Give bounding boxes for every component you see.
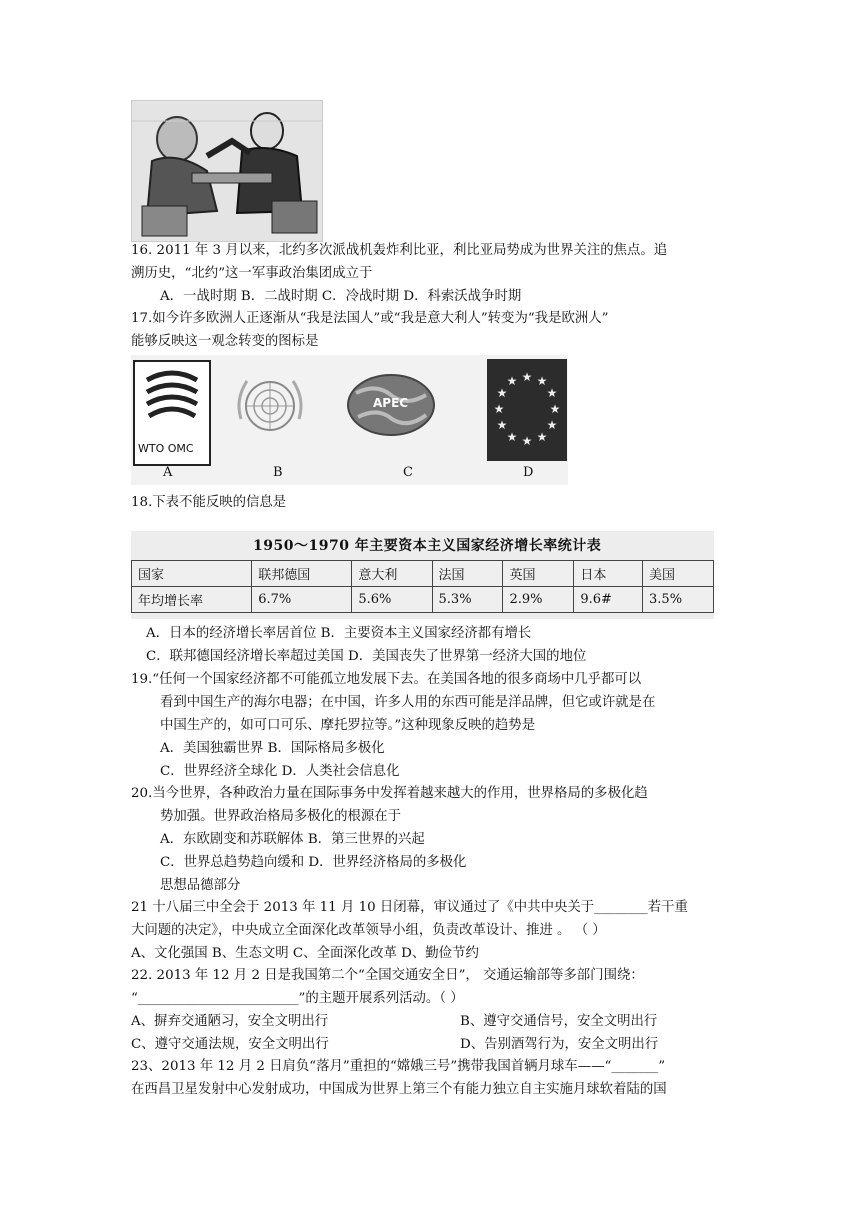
q19-stem-line3: 中国生产的，如可口可乐、摩托罗拉等。”这种现象反映的趋势是 (160, 718, 536, 733)
eu-flag-logo (487, 359, 567, 461)
q16-options: A．一战时期 B．二战时期 C．冷战时期 D．科索沃战争时期 (160, 289, 522, 304)
table-cell: 6.7% (252, 587, 352, 613)
q20-options-line1: A．东欧剧变和苏联解体 B．第三世界的兴起 (160, 832, 425, 847)
table-cell: 国家 (132, 561, 252, 587)
q22-option-a: A、摒弃交通陋习，安全文明出行 (131, 1014, 329, 1029)
svg-text:★: ★ (536, 374, 548, 388)
apec-logo (346, 373, 436, 437)
q20-stem-line2: 势加强。世界政治格局多极化的根源在于 (160, 809, 402, 824)
table-cell: 联邦德国 (252, 561, 352, 587)
q22-stem-line1: 22. 2013 年 12 月 2 日是我国第二个“全国交通安全日”， 交通运输部等多部门围绕： (131, 968, 644, 983)
table-header-row (132, 561, 714, 587)
q22-option-d: D、告别酒驾行为，安全文明出行 (460, 1037, 659, 1052)
cartoon-image (131, 100, 323, 242)
svg-text:★: ★ (493, 402, 505, 416)
svg-text:★: ★ (496, 386, 508, 400)
svg-text:★: ★ (521, 370, 533, 384)
table-title: 1950～1970 年主要资本主义国家经济增长率统计表 (253, 538, 602, 554)
q17-stem-line1: 17.如今许多欧洲人正逐渐从“我是法国人”或“我是意大利人”转变为“我是欧洲人” (131, 311, 609, 326)
section-heading: 思想品德部分 (160, 878, 241, 893)
table-cell: 日本 (574, 561, 643, 587)
label-c: C (403, 465, 413, 480)
q23-stem-line1: 23、2013 年 12 月 2 日肩负“落月”重担的“嫦娥三号”携带我国首辆月球车——“_______” (131, 1059, 666, 1074)
table-cell: 9.6# (574, 587, 643, 613)
table-cell: 美国 (643, 561, 714, 587)
q22-option-c: C、遵守交通法规，安全文明出行 (131, 1037, 329, 1052)
q21-stem-line1: 21 十八届三中全会于 2013 年 11 月 10 日闭幕，审议通过了《中共中央关于________若干重 (131, 900, 688, 915)
q18-stem: 18.下表不能反映的信息是 (131, 495, 287, 510)
label-b: B (273, 465, 283, 480)
q22-stem-line2: “________________________”的主题开展系列活动。（ ） (131, 991, 464, 1006)
q23-stem-line2: 在西昌卫星发射中心发射成功，中国成为世界上第三个有能力独立自主实施月球软着陆的国 (131, 1082, 667, 1097)
svg-text:★: ★ (521, 434, 533, 448)
q16-stem-line1: 16. 2011 年 3 月以来，北约多次派战机轰炸利比亚，利比亚局势成为世界关注的焦点。追 (131, 243, 668, 258)
q19-stem-line1: 19.“任何一个国家经济都不可能孤立地发展下去。在美国各地的很多商场中几乎都可以 (131, 672, 642, 687)
q18-options-line2: C．联邦德国经济增长率超过美国 D．美国丧失了世界第一经济大国的地位 (146, 649, 587, 664)
svg-text:★: ★ (496, 418, 508, 432)
q16-stem-line2: 溯历史，“北约”这一军事政治集团成立于 (131, 266, 373, 281)
svg-text:★: ★ (546, 418, 558, 432)
table-cell: 意大利 (352, 561, 432, 587)
q19-options-line1: A．美国独霸世界 B．国际格局多极化 (160, 741, 385, 756)
q21-options: A、文化强国 B、生态文明 C、全面深化改革 D、勤俭节约 (131, 946, 479, 961)
table-cell: 5.3% (432, 587, 503, 613)
q20-options-line2: C．世界总趋势趋向缓和 D．世界经济格局的多极化 (160, 855, 467, 870)
q18-options-line1: A．日本的经济增长率居首位 B．主要资本主义国家经济都有增长 (146, 626, 532, 641)
table-row (132, 587, 714, 613)
q20-stem-line1: 20.当今世界，各种政治力量在国际事务中发挥着越来越大的作用，世界格局的多极化趋 (131, 786, 648, 801)
svg-text:★: ★ (536, 430, 548, 444)
un-logo (233, 369, 307, 443)
svg-text:★: ★ (549, 402, 561, 416)
q19-options-line2: C．世界经济全球化 D．人类社会信息化 (160, 764, 400, 779)
table-cell: 5.6% (352, 587, 432, 613)
q21-stem-line2: 大问题的决定》，中央成立全面深化改革领导小组，负责改革设计、推进 。 （ ） (131, 923, 606, 938)
q17-stem-line2: 能够反映这一观念转变的图标是 (131, 334, 319, 349)
table-cell: 法国 (432, 561, 503, 587)
table-cell: 3.5% (643, 587, 714, 613)
label-d: D (523, 465, 534, 480)
wto-logo (133, 360, 211, 466)
q19-stem-line2: 看到中国生产的海尔电器；在中国，许多人用的东西可能是洋品牌，但它或许就是在 (160, 695, 656, 710)
table-cell: 年均增长率 (132, 587, 252, 613)
q22-option-b: B、遵守交通信号，安全文明出行 (460, 1014, 658, 1029)
apec-logo-text: APEC (373, 396, 409, 410)
label-a: A (163, 465, 173, 480)
svg-text:★: ★ (506, 430, 518, 444)
svg-text:★: ★ (546, 386, 558, 400)
wto-logo-text: WTO OMC (138, 442, 194, 455)
table-cell: 2.9% (503, 587, 574, 613)
logo-options-image (131, 355, 568, 485)
svg-text:★: ★ (506, 374, 518, 388)
growth-rate-table (131, 560, 714, 613)
table-cell: 英国 (503, 561, 574, 587)
